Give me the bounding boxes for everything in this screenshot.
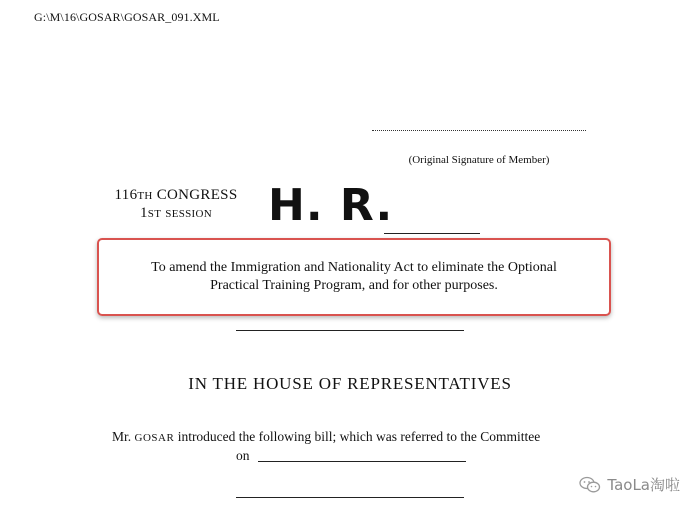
sponsor-prefix: Mr. [112,429,132,444]
congress-word: CONGRESS [156,187,238,203]
session-number: 1 [139,205,148,221]
committee-blank-line [258,461,466,462]
committee-row [112,447,632,465]
bill-title: H. R. [268,180,394,231]
sponsor-name: GOSAR [134,432,175,444]
separator-rule-bottom [236,497,464,498]
purpose-line-2: Practical Training Program, and for other purposes. [210,278,498,293]
file-path: G:\M\16\GOSAR\GOSAR_091.XML [34,10,220,24]
purpose-text [114,259,594,295]
session-word: SESSION [165,208,213,220]
committee-on-label: on [236,448,250,463]
house-heading: IN THE HOUSE OF REPRESENTATIVES [188,374,512,393]
congress-session-block [96,187,256,223]
bill-number-line [384,233,480,234]
signature-caption: (Original Signature of Member) [408,154,550,166]
signature-line [372,130,586,131]
watermark [579,474,680,495]
introduction-text: introduced the following bill; which was referred to the Committee [177,429,541,444]
separator-rule-top [236,330,464,331]
congress-number: 116 [114,187,138,203]
session-number-suffix: ST [147,208,162,220]
watermark-text: TaoLa淘啦 [607,476,680,494]
introduction-paragraph [112,428,632,465]
wechat-icon [579,476,601,494]
congress-line [96,187,256,205]
purpose-highlight-box [97,238,611,316]
purpose-line-1: To amend the Immigration and Nationality Act to eliminate the Optional [151,260,557,275]
congress-number-suffix: TH [137,190,153,202]
session-line [96,205,256,223]
